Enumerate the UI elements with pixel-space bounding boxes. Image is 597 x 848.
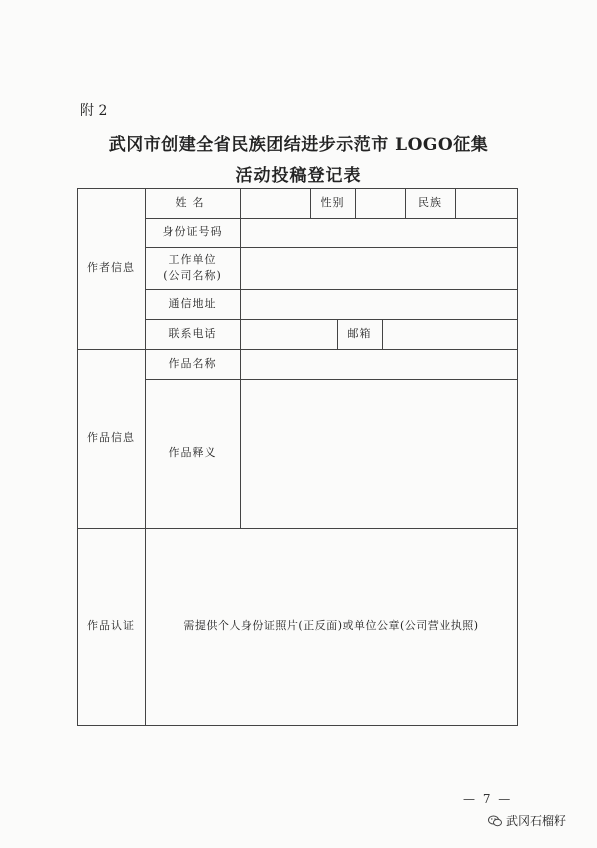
work-meaning-label: 作品释义	[168, 446, 217, 460]
watermark-text: 武冈石榴籽	[506, 814, 567, 828]
email-field[interactable]	[383, 320, 517, 349]
phone-label: 联系电话	[168, 326, 217, 340]
name-field[interactable]	[241, 189, 310, 218]
table-border-bottom	[77, 725, 518, 726]
gender-label: 性别	[320, 195, 345, 209]
address-field[interactable]	[241, 290, 517, 319]
wechat-icon	[488, 815, 502, 827]
certification-note: 需提供个人身份证照片(正反面)或单位公章(公司营业执照)	[183, 619, 479, 633]
work-info-section-label: 作品信息	[87, 431, 135, 445]
form-title-line2: 活动投稿登记表	[235, 166, 362, 186]
work-unit-label-line1: 工作单位	[168, 252, 217, 266]
id-number-field[interactable]	[241, 219, 517, 247]
work-unit-field[interactable]	[241, 248, 517, 289]
id-number-label: 身份证号码	[162, 225, 223, 239]
watermark	[488, 812, 566, 829]
work-certification-section-label: 作品认证	[87, 619, 135, 633]
ethnicity-label: 民族	[418, 195, 442, 209]
ethnicity-field[interactable]	[456, 189, 517, 218]
gender-field[interactable]	[356, 189, 405, 218]
email-label: 邮箱	[347, 326, 372, 340]
table-border-right	[517, 188, 518, 725]
work-unit-label	[145, 247, 240, 289]
annex-label: 附 2	[80, 103, 108, 119]
form-title-line1: 武冈市创建全省民族团结进步示范市 LOGO征集	[108, 135, 489, 155]
address-label: 通信地址	[168, 296, 217, 310]
work-meaning-field[interactable]	[241, 380, 517, 528]
work-name-label: 作品名称	[168, 356, 217, 370]
work-name-field[interactable]	[241, 350, 517, 379]
author-info-section-label: 作者信息	[87, 261, 135, 275]
name-label: 姓名	[175, 195, 210, 209]
page-number: — 7 —	[463, 792, 513, 806]
phone-field[interactable]	[241, 320, 337, 349]
work-unit-label-line2: (公司名称)	[163, 269, 222, 282]
